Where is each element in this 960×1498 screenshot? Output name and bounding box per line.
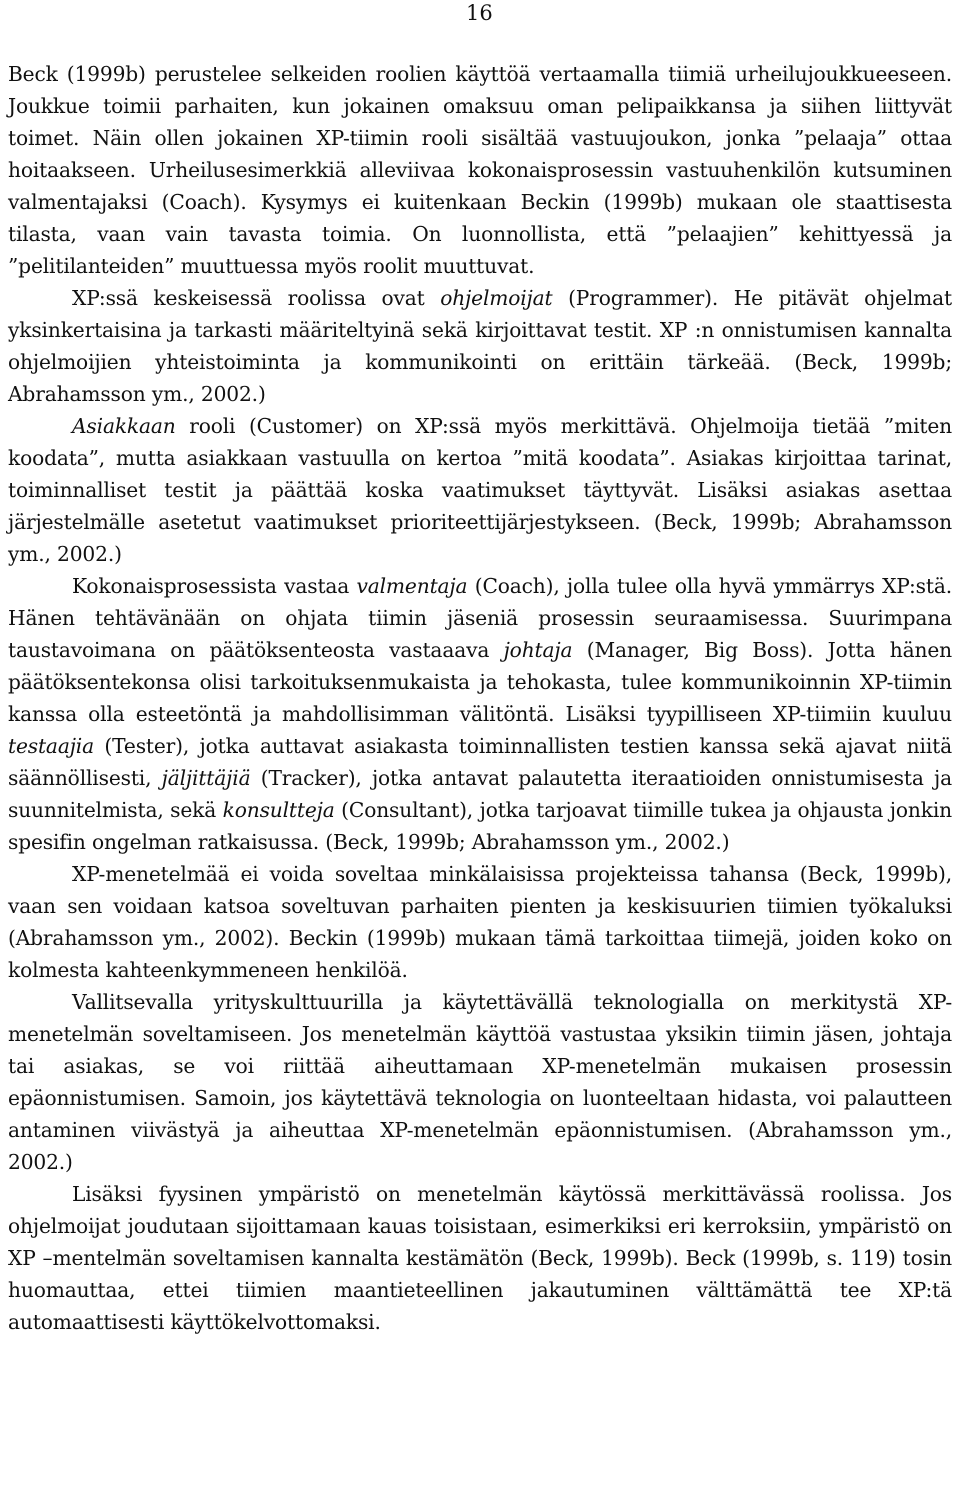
paragraph-text: (Manager, Big Boss). Jotta hänen päätöksentekonsa olisi tarkoituksenmukaista ja tehokasta, tulee kommunikoinnin XP-tiimin kanssa olla esteetöntä ja mahdollisimman välitöntä. Lisäksi tyypilliseen XP-tiimiin kuuluu xyxy=(8,638,952,726)
paragraph-text: rooli (Customer) on XP:ssä myös merkittävä. Ohjelmoija tietää ”miten koodata”, mutta asiakkaan vastuulla on kertoa ”mitä koodata”. Asiakas kirjoittaa tarinat, toiminnalliset testit ja päättää koska vaatimukset täyttyvät. Lisäksi asiakas asettaa järjestelmälle asetetut vaatimukset prioriteettijärjestykseen. (Beck, 1999b; Abrahamsson ym., 2002.) xyxy=(8,414,952,566)
italic-term: valmentaja xyxy=(356,574,468,598)
italic-term: testaajia xyxy=(8,734,95,758)
paragraph-text: (Programmer). He pitävät ohjelmat yksinkertaisina ja tarkasti määriteltyinä sekä kirjoittavat testit. XP :n onnistumisen kannalta ohjelmoijien yhteistoiminta ja kommunikointi on erittäin tärkeää. (Beck, 1999b; Abrahamsson ym., 2002.) xyxy=(8,286,952,406)
body-text xyxy=(8,58,952,1338)
paragraph-text: Beck (1999b) perustelee selkeiden roolien käyttöä vertaamalla tiimiä urheilujoukkueeseen. Joukkue toimii parhaiten, kun jokainen omaksuu oman pelipaikkansa ja siihen liittyvät toimet. Näin ollen jokainen XP-tiimin rooli sisältää vastuujoukon, jonka ”pelaaja” ottaa hoitaakseen. Urheilusesimerkkiä alleviivaa kokonaisprosessin vastuuhenkilön kutsuminen valmentajaksi (Coach). Kysymys ei kuitenkaan Beckin (1999b) mukaan ole staattisesta tilasta, vaan vain tavasta toimia. On luonnollista, että ”pelaajien” kehittyessä ja ”pelitilanteiden” muuttuessa myös roolit muuttuvat. xyxy=(8,62,952,278)
paragraph-p2 xyxy=(8,282,952,410)
paragraph-text: (Tester), jotka auttavat asiakasta toiminnallisten testien kanssa sekä ajavat niitä säännöllisesti, xyxy=(8,734,952,790)
paragraph-p5 xyxy=(8,858,952,986)
paragraph-text: (Tracker), jotka antavat palautetta iteraatioiden onnistumisesta ja suunnitelmista, sekä xyxy=(8,766,952,822)
italic-term: konsultteja xyxy=(222,798,335,822)
paragraph-p1 xyxy=(8,58,952,282)
paragraph-text: Kokonaisprosessista vastaa xyxy=(72,574,357,598)
italic-term: Asiakkaan xyxy=(72,414,176,438)
italic-term: ohjelmoijat xyxy=(440,286,553,310)
italic-term: johtaja xyxy=(503,638,573,662)
paragraph-p6 xyxy=(8,986,952,1178)
paragraph-p3 xyxy=(8,410,952,570)
paragraph-text: XP-menetelmää ei voida soveltaa minkälaisissa projekteissa tahansa (Beck, 1999b), vaan sen voidaan katsoa soveltuvan parhaiten pienten ja keskisuurien tiimien työkaluksi (Abrahamsson ym., 2002). Beckin (1999b) mukaan tämä tarkoittaa tiimejä, joiden koko on kolmesta kahteenkymmeneen henkilöä. xyxy=(8,862,952,982)
paragraph-text: (Coach), jolla tulee olla hyvä ymmärrys XP:stä. Hänen tehtävänään on ohjata tiimin jäseniä prosessin seuraamisessa. Suurimpana taustavoimana on päätöksenteosta vastaaava xyxy=(8,574,952,662)
page-number: 16 xyxy=(466,1,493,25)
italic-term: jäljittäjiä xyxy=(161,766,251,790)
paragraph-text: (Consultant), jotka tarjoavat tiimille tukea ja ohjausta jonkin spesifin ongelman ratkaisussa. (Beck, 1999b; Abrahamsson ym., 2002.) xyxy=(8,798,952,854)
paragraph-text: Vallitsevalla yrityskulttuurilla ja käytettävällä teknologialla on merkitystä XP-menetelmän soveltamiseen. Jos menetelmän käyttöä vastustaa yksikin tiimin jäsen, johtaja tai asiakas, se voi riittää aiheuttamaan XP-menetelmän mukaisen prosessin epäonnistumisen. Samoin, jos käytettävä teknologia on luonteeltaan hidasta, voi palautteen antaminen viivästyä ja aiheuttaa XP-menetelmän epäonnistumisen. (Abrahamsson ym., 2002.) xyxy=(8,990,952,1174)
paragraph-p7 xyxy=(8,1178,952,1338)
paragraph-text: Lisäksi fyysinen ympäristö on menetelmän käytössä merkittävässä roolissa. Jos ohjelmoijat joudutaan sijoittamaan kauas toisistaan, esimerkiksi eri kerroksiin, ympäristö on XP –mentelmän soveltamisen kannalta kestämätön (Beck, 1999b). Beck (1999b, s. 119) tosin huomauttaa, ettei tiimien maantieteellinen jakautuminen välttämättä tee XP:tä automaattisesti käyttökelvottomaksi. xyxy=(8,1182,952,1334)
paragraph-text: XP:ssä keskeisessä roolissa ovat xyxy=(72,286,441,310)
paragraph-p4 xyxy=(8,570,952,858)
